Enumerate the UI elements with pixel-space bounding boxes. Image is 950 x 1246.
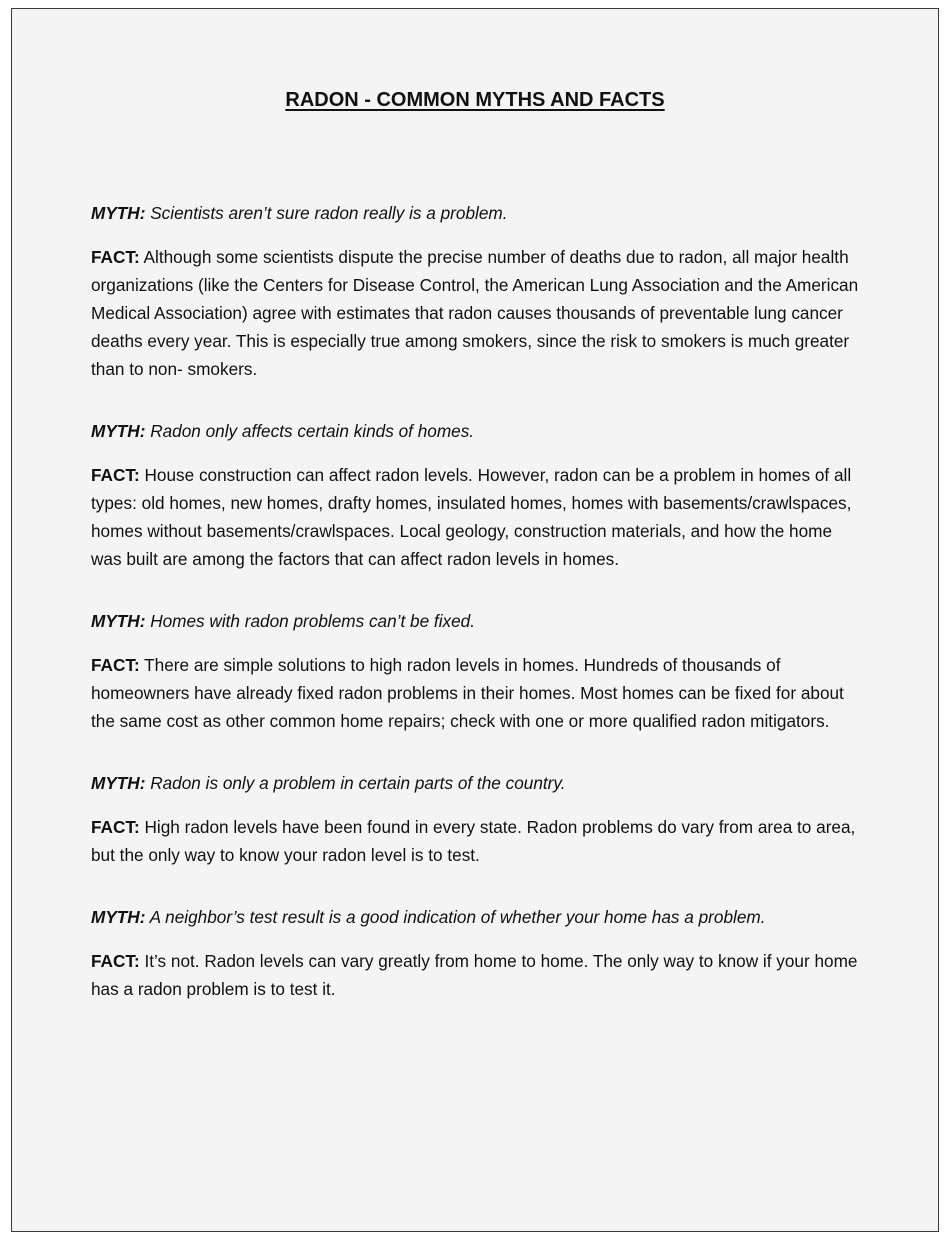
document-title: RADON - COMMON MYTHS AND FACTS <box>285 89 665 111</box>
myth-text: Scientists aren’t sure radon really is a problem. <box>150 203 508 223</box>
myth-text: A neighbor’s test result is a good indication of whether your home has a problem. <box>149 907 766 927</box>
myth-fact-pair <box>91 417 866 573</box>
myth-paragraph <box>91 417 866 445</box>
fact-text: Although some scientists dispute the precise number of deaths due to radon, all major health organizations (like the Centers for Disease Control, the American Lung Association and the American Medical Association) agree with estimates that radon causes thousands of preventable lung cancer deaths every year. This is especially true among smokers, since the risk to smokers is much greater than to non- smokers. <box>91 247 859 379</box>
fact-paragraph <box>91 651 866 735</box>
fact-paragraph <box>91 947 866 1003</box>
myth-paragraph <box>91 199 866 227</box>
fact-label: FACT: <box>91 951 140 971</box>
fact-label: FACT: <box>91 465 140 485</box>
document-body <box>91 199 866 1037</box>
fact-label: FACT: <box>91 247 140 267</box>
myth-text: Radon only affects certain kinds of homes. <box>150 421 475 441</box>
fact-label: FACT: <box>91 817 140 837</box>
fact-paragraph <box>91 461 866 573</box>
myth-paragraph <box>91 607 866 635</box>
myth-label: MYTH: <box>91 203 146 223</box>
fact-text: House construction can affect radon levels. However, radon can be a problem in homes of all types: old homes, new homes, drafty homes, insulated homes, homes with basements/crawlspaces, homes without basements/crawlspaces. Local geology, construction materials, and how the home was built are among the factors that can affect radon levels in homes. <box>91 465 852 569</box>
myth-paragraph <box>91 903 866 931</box>
myth-label: MYTH: <box>91 421 146 441</box>
document-page <box>11 8 939 1232</box>
myth-label: MYTH: <box>91 907 146 927</box>
myth-fact-pair <box>91 903 866 1003</box>
fact-paragraph <box>91 813 866 869</box>
fact-text: High radon levels have been found in every state. Radon problems do vary from area to area, but the only way to know your radon level is to test. <box>91 817 856 865</box>
myth-label: MYTH: <box>91 773 146 793</box>
myth-text: Radon is only a problem in certain parts of the country. <box>150 773 566 793</box>
myth-paragraph <box>91 769 866 797</box>
fact-text: There are simple solutions to high radon levels in homes. Hundreds of thousands of homeowners have already fixed radon problems in their homes. Most homes can be fixed for about the same cost as other common home repairs; check with one or more qualified radon mitigators. <box>91 655 844 731</box>
myth-label: MYTH: <box>91 611 146 631</box>
fact-paragraph <box>91 243 866 383</box>
fact-text: It’s not. Radon levels can vary greatly from home to home. The only way to know if your home has a radon problem is to test it. <box>91 951 858 999</box>
myth-fact-pair <box>91 769 866 869</box>
myth-text: Homes with radon problems can’t be fixed. <box>150 611 476 631</box>
myth-fact-pair <box>91 607 866 735</box>
myth-fact-pair <box>91 199 866 383</box>
fact-label: FACT: <box>91 655 140 675</box>
